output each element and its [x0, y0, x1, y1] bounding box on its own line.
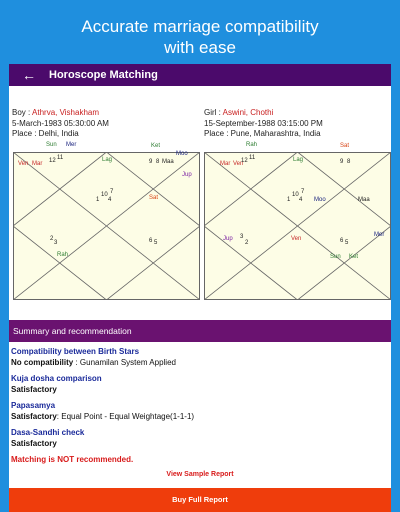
- chart-label: Sat: [340, 143, 350, 149]
- chart-label: 1: [96, 197, 100, 203]
- chart-label: Maa: [162, 159, 174, 165]
- chart-label: 2: [245, 240, 249, 246]
- girl-label: Girl :: [204, 108, 223, 117]
- chart-label: 4: [108, 197, 112, 203]
- summary-header: Summary and recommendation: [9, 320, 391, 342]
- chart-label: 7: [110, 189, 114, 195]
- chart-label: Lag: [102, 157, 113, 163]
- papasamya-status: Satisfactory: [11, 412, 57, 421]
- chart-label: 6: [340, 238, 344, 244]
- chart-label: 8: [347, 159, 351, 165]
- chart-label: 4: [299, 197, 303, 203]
- chart-label: Rah: [246, 142, 258, 148]
- girl-name: Aswini, Chothi: [222, 108, 274, 117]
- chart-label: 6: [149, 238, 153, 244]
- chart-grid: [204, 152, 391, 300]
- recommendation-text: Matching is NOT recommended.: [11, 455, 134, 464]
- chart-label: 3: [240, 234, 244, 240]
- chart-label: Ven: [18, 161, 29, 167]
- chart-label: Sun: [330, 254, 341, 260]
- chart-label: Jup: [182, 172, 192, 178]
- page-title: Horoscope Matching: [49, 69, 158, 81]
- chart-label: 8: [156, 159, 160, 165]
- boy-datetime: 5-March-1983 05:30:00 AM: [12, 118, 109, 128]
- chart-label: Sat: [149, 195, 159, 201]
- chart-label: 7: [301, 189, 305, 195]
- dasa-sandhi-result: [11, 439, 57, 449]
- chart-label: Mar: [220, 161, 231, 167]
- promo-headline: [0, 16, 400, 58]
- girl-datetime: 15-September-1988 03:15:00 PM: [204, 118, 323, 128]
- chart-label: Ket: [151, 143, 161, 149]
- papasamya-detail: : Equal Point - Equal Weightage(1-1-1): [56, 412, 195, 421]
- chart-label: 12: [49, 158, 56, 164]
- buy-full-report-button[interactable]: Buy Full Report: [9, 488, 391, 512]
- chart-label: 3: [54, 240, 58, 246]
- boy-label: Boy :: [12, 108, 33, 117]
- chart-label: Lag: [293, 157, 304, 163]
- chart-label: Ven: [233, 161, 244, 167]
- chart-label: Maa: [358, 197, 370, 203]
- chart-label: Ket: [349, 254, 359, 260]
- chart-label: Mer: [66, 142, 77, 148]
- chart-grid: [13, 152, 200, 300]
- boy-place: Place : Delhi, India: [12, 129, 79, 138]
- chart-label: Mar: [32, 161, 43, 167]
- app-screen: [9, 64, 391, 512]
- chart-label: Jup: [223, 236, 233, 242]
- chart-label: Moo: [314, 197, 326, 203]
- arrow-left-icon[interactable]: ←: [22, 67, 36, 83]
- headline-line-2: with ease: [164, 38, 236, 57]
- girl-place: Place : Pune, Maharashtra, India: [204, 129, 321, 138]
- compatibility-detail: : Gunamilan System Applied: [75, 358, 176, 367]
- kuja-dosha-status: Satisfactory: [11, 385, 57, 394]
- chart-label: 12: [241, 158, 248, 164]
- kuja-dosha-result: [11, 385, 57, 395]
- app-bar: [9, 64, 391, 86]
- kuja-dosha-heading: Kuja dosha comparison: [11, 374, 102, 383]
- compatibility-status: No compatibility: [11, 358, 74, 367]
- chart-label: 2: [50, 236, 54, 242]
- chart-label: Mer: [374, 232, 385, 238]
- chart-label: 5: [345, 240, 349, 246]
- girl-details: [204, 108, 323, 140]
- compatibility-heading: Compatibility between Birth Stars: [11, 347, 140, 356]
- view-sample-report-link[interactable]: View Sample Report: [166, 471, 234, 478]
- chart-label: 5: [154, 240, 158, 246]
- compatibility-result: [11, 358, 176, 368]
- boy-horoscope-chart: [13, 142, 200, 300]
- girl-horoscope-chart: [204, 142, 391, 300]
- chart-label: 1: [287, 197, 291, 203]
- chart-label: Rah: [57, 252, 69, 258]
- chart-label: Moo: [176, 151, 188, 157]
- chart-label: Sun: [46, 142, 57, 148]
- boy-name: Athrva, Vishakham: [32, 108, 100, 117]
- headline-line-1: Accurate marriage compatibility: [81, 17, 319, 36]
- chart-label: 11: [249, 155, 256, 161]
- chart-label: 10: [292, 192, 299, 198]
- dasa-sandhi-heading: Dasa-Sandhi check: [11, 428, 85, 437]
- boy-details: [12, 108, 109, 140]
- chart-label: 9: [340, 159, 344, 165]
- chart-label: Ven: [291, 236, 302, 242]
- chart-label: 10: [101, 192, 108, 198]
- chart-label: 11: [57, 155, 64, 161]
- papasamya-result: [11, 412, 194, 422]
- dasa-sandhi-status: Satisfactory: [11, 439, 57, 448]
- chart-label: 9: [149, 159, 153, 165]
- papasamya-heading: Papasamya: [11, 401, 56, 410]
